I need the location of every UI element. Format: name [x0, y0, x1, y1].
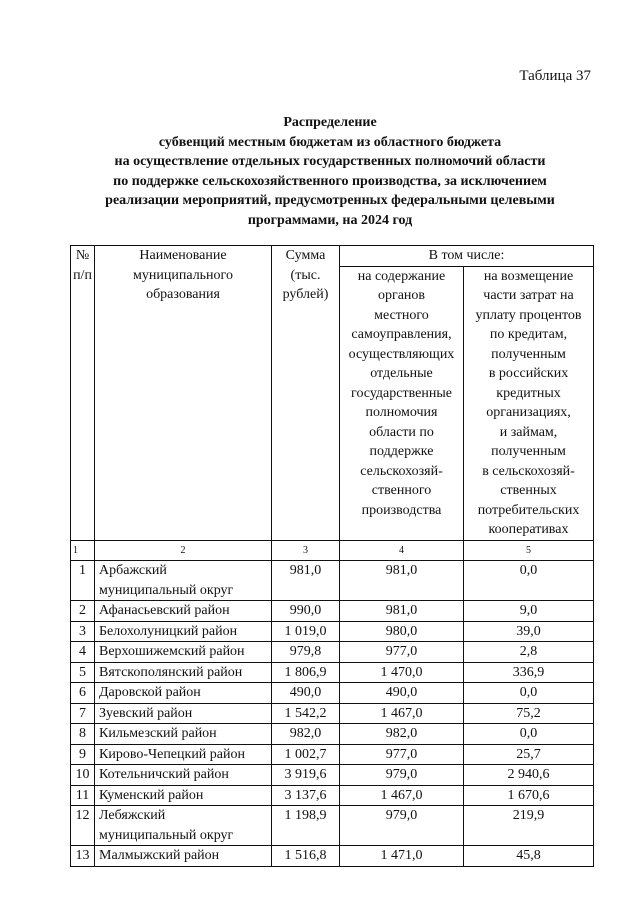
- municipality-name: [95, 642, 272, 663]
- municipality-name-line: Даровской район: [99, 685, 201, 700]
- table-row: [71, 765, 594, 786]
- table-row: [71, 806, 594, 846]
- table-body: [71, 561, 594, 867]
- maintenance-value: 977,0: [340, 642, 464, 663]
- table-row: [71, 724, 594, 745]
- row-number: 5: [71, 662, 95, 683]
- maintenance-value: 980,0: [340, 621, 464, 642]
- title-line: по поддержке сельскохозяйственного производства, за исключением: [113, 173, 547, 189]
- row-number: 8: [71, 724, 95, 745]
- municipality-name-line: Лебяжский: [99, 808, 166, 823]
- maintenance-value: 979,0: [340, 765, 464, 786]
- interest-compensation-value: 75,2: [464, 703, 594, 724]
- column-index: 5: [464, 540, 594, 561]
- interest-compensation-value: 25,7: [464, 744, 594, 765]
- municipality-name-line: Котельничский район: [99, 767, 229, 782]
- table-row: [71, 642, 594, 663]
- maintenance-value: 1 467,0: [340, 785, 464, 806]
- table-row: [71, 561, 594, 601]
- interest-compensation-value: 0,0: [464, 683, 594, 704]
- row-number: 12: [71, 806, 95, 846]
- row-number: 6: [71, 683, 95, 704]
- header-group: В том числе:: [340, 246, 594, 267]
- sum-value: 1 806,9: [272, 662, 340, 683]
- sum-value: 1 198,9: [272, 806, 340, 846]
- title-line: реализации мероприятий, предусмотренных федеральными целевыми: [105, 193, 555, 208]
- row-number: 13: [71, 846, 95, 867]
- table-row: [71, 744, 594, 765]
- column-index: 2: [95, 540, 272, 561]
- municipality-name: [95, 703, 272, 724]
- column-index: 4: [340, 540, 464, 561]
- header-num: № п/п: [71, 246, 95, 541]
- interest-compensation-value: 336,9: [464, 662, 594, 683]
- column-index: 3: [272, 540, 340, 561]
- municipality-name: [95, 561, 272, 601]
- document-title: [70, 113, 590, 230]
- maintenance-value: 1 470,0: [340, 662, 464, 683]
- municipality-name: [95, 765, 272, 786]
- maintenance-value: 977,0: [340, 744, 464, 765]
- sum-value: 490,0: [272, 683, 340, 704]
- row-number: 11: [71, 785, 95, 806]
- municipality-name: [95, 662, 272, 683]
- title-line: Распределение: [283, 115, 377, 130]
- municipality-name: [95, 621, 272, 642]
- table-row: [71, 683, 594, 704]
- sum-value: 981,0: [272, 561, 340, 601]
- table-row: [71, 621, 594, 642]
- row-number: 1: [71, 561, 95, 601]
- table-row: [71, 703, 594, 724]
- maintenance-value: 490,0: [340, 683, 464, 704]
- municipality-name-line: Кирово-Чепецкий район: [99, 746, 246, 762]
- interest-compensation-value: 0,0: [464, 724, 594, 745]
- interest-compensation-value: 2 940,6: [464, 765, 594, 786]
- sum-value: 982,0: [272, 724, 340, 745]
- maintenance-value: 981,0: [340, 601, 464, 622]
- header-sum: Сумма (тыс. рублей): [272, 246, 340, 541]
- municipality-name-line: Вятскополянский район: [99, 664, 243, 680]
- sum-value: 1 002,7: [272, 744, 340, 765]
- municipality-name-line: Арбажский: [99, 563, 167, 578]
- table-row: [71, 785, 594, 806]
- municipality-name-line: муниципальный округ: [99, 582, 234, 598]
- municipality-name-line: Кильмезский район: [99, 726, 217, 741]
- table-row: [71, 846, 594, 867]
- municipality-name-line: Афанасьевский район: [99, 603, 230, 618]
- column-index-row: [71, 540, 594, 561]
- sum-value: 1 019,0: [272, 621, 340, 642]
- row-number: 7: [71, 703, 95, 724]
- subvention-table: [70, 245, 594, 867]
- table-number-label: Таблица 37: [519, 68, 591, 84]
- maintenance-value: 982,0: [340, 724, 464, 745]
- municipality-name: [95, 744, 272, 765]
- title-line: субвенций местным бюджетам из областного бюджета: [158, 134, 502, 150]
- title-line: на осуществление отдельных государственных полномочий области: [114, 154, 546, 169]
- row-number: 2: [71, 601, 95, 622]
- row-number: 10: [71, 765, 95, 786]
- municipality-name-line: Зуевский район: [99, 705, 193, 721]
- interest-compensation-value: 1 670,6: [464, 785, 594, 806]
- sum-value: 979,8: [272, 642, 340, 663]
- maintenance-value: 981,0: [340, 561, 464, 601]
- interest-compensation-value: 0,0: [464, 561, 594, 601]
- interest-compensation-value: 9,0: [464, 601, 594, 622]
- header-name: Наименование муниципального образования: [95, 246, 272, 541]
- municipality-name: [95, 724, 272, 745]
- header-col4: на содержание органов местного самоуправления, осуществляющих отдельные государственные полномочия области по поддержке сельскохозяй- ственного производства: [340, 266, 464, 540]
- sum-value: 1 516,8: [272, 846, 340, 867]
- row-number: 3: [71, 621, 95, 642]
- row-number: 4: [71, 642, 95, 663]
- row-number: 9: [71, 744, 95, 765]
- municipality-name: [95, 601, 272, 622]
- sum-value: 1 542,2: [272, 703, 340, 724]
- maintenance-value: 1 471,0: [340, 846, 464, 867]
- municipality-name-line: Верхошижемский район: [99, 644, 245, 659]
- column-index: 1: [71, 540, 95, 561]
- municipality-name-line: муниципальный округ: [99, 827, 234, 843]
- municipality-name: [95, 785, 272, 806]
- table-row: [71, 601, 594, 622]
- interest-compensation-value: 45,8: [464, 846, 594, 867]
- maintenance-value: 979,0: [340, 806, 464, 846]
- table-row: [71, 662, 594, 683]
- maintenance-value: 1 467,0: [340, 703, 464, 724]
- municipality-name-line: Малмыжский район: [99, 848, 220, 863]
- municipality-name: [95, 683, 272, 704]
- interest-compensation-value: 39,0: [464, 621, 594, 642]
- interest-compensation-value: 2,8: [464, 642, 594, 663]
- municipality-name: [95, 806, 272, 846]
- interest-compensation-value: 219,9: [464, 806, 594, 846]
- sum-value: 990,0: [272, 601, 340, 622]
- sum-value: 3 137,6: [272, 785, 340, 806]
- municipality-name-line: Белохолуницкий район: [99, 623, 238, 639]
- municipality-name: [95, 846, 272, 867]
- municipality-name-line: Куменский район: [99, 787, 204, 803]
- header-col5: на возмещение части затрат на уплату процентов по кредитам, полученным в российских кредитных организациях, и займам, полученным в сельскохозяй- ственных потребительских кооперативах: [464, 266, 594, 540]
- title-line: программами, на 2024 год: [247, 212, 413, 228]
- sum-value: 3 919,6: [272, 765, 340, 786]
